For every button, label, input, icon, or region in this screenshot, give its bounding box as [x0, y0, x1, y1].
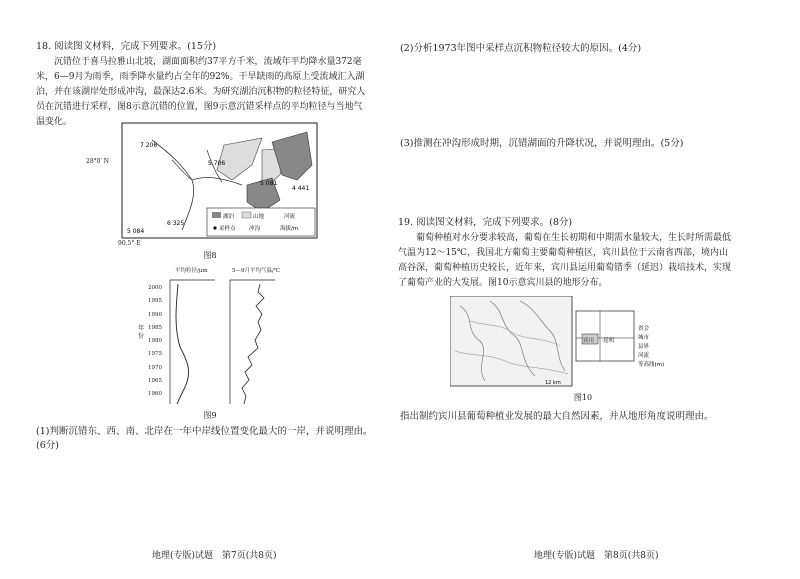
elev-7206: 7 206 [140, 142, 158, 149]
legend-capital: 省会 [638, 326, 650, 332]
footer-page-7: 地理(专版)试题 第7页(共8页) [152, 551, 277, 561]
lon-label: 90.5° E [118, 240, 141, 247]
scale-bar: 12 km [545, 380, 561, 386]
legend-river: 河流 [638, 353, 650, 359]
q18-3: (3)推测在冲沟形成时期，沉错湖面的升降状况，并说明理由。(5分) [400, 138, 684, 149]
q19-task: 指出制约宾川县葡萄种植业发展的最大自然因素，并从地形角度说明理由。 [400, 411, 714, 422]
legend-lake: 湖泊 [223, 214, 235, 220]
legend-mountain: 山地 [253, 214, 265, 220]
legend-sample: 采样点 [219, 226, 236, 232]
elev-4441: 4 441 [292, 185, 310, 192]
legend-contour: 等高线(m) [638, 362, 665, 368]
year-axis: 2000 1995 1990 1985 1980 1975 1970 1965 1960 [148, 285, 162, 398]
legend-county: 县界 [638, 344, 650, 350]
year-axis-label: 年份 [138, 325, 145, 340]
elev-5084: 5 084 [127, 228, 145, 235]
q19-title: 19. 阅读图文材料，完成下列要求。(8分) [398, 217, 573, 228]
figure-8-map [112, 120, 322, 245]
q18-2: (2)分析1973年图中采样点沉积物粒径较大的原因。(4分) [400, 43, 642, 54]
place-binchuan: 宾川 [583, 338, 595, 344]
figure-8-caption: 图8 [203, 251, 217, 260]
legend-gully: 冲沟 [249, 226, 261, 232]
chart2-title: 5—9月平均气温/℃ [232, 268, 281, 274]
q18-paragraph: 沉错位于喜马拉雅山北坡，湖面面积约37平方千米，流域年平均降水量372毫米，6—9月为雨季，雨季降水量约占全年的92%。干旱缺雨的高原上受流域汇入湖泊，并在该湖岸处形成冲沟，最深达2.6米。为研究湖泊沉积物的粒径特征，研究人员在沉错进行采样，图8示意沉错的位置，图9示意沉错采样点的平均粒径与当地气温变化。 [36, 57, 366, 127]
elev-5706: 5 706 [208, 160, 226, 167]
figure-9-caption: 图9 [203, 411, 217, 420]
legend-elev: 海拔/m [280, 226, 299, 232]
lat-label: 28°0′ N [86, 158, 109, 165]
legend-river: 河流 [284, 214, 296, 220]
legend-city: 城市 [638, 335, 650, 341]
place-kunming: 昆明 [603, 338, 615, 344]
chart1-title: 平均粒径/μm [175, 268, 208, 274]
q18-1: (1)判断沉错东、西、南、北岸在一年中岸线位置变化最大的一岸，并说明理由。(6分) [36, 426, 373, 451]
elev-5081: 5 081 [260, 180, 278, 187]
q18-title: 18. 阅读图文材料，完成下列要求。(15分) [36, 41, 217, 52]
elev-6325: 6 325 [167, 220, 185, 227]
footer-page-8: 地理(专版)试题 第8页(共8页) [534, 551, 659, 561]
q19-paragraph: 葡萄种植对水分要求较高，葡萄在生长初期和中期需水量较大，生长时所需最低气温为12～15℃，我国北方葡萄主要葡萄种植区，宾川县位于云南省西部，境内山高谷深，葡萄种植历史较长，近年来，宾川县运用葡萄错季（延迟）栽培技术，实现了葡萄产业的大发展。图10示意宾川县的地形分布。 [398, 233, 732, 288]
figure-10-map [450, 296, 690, 388]
figure-10-caption: 图10 [573, 393, 593, 402]
